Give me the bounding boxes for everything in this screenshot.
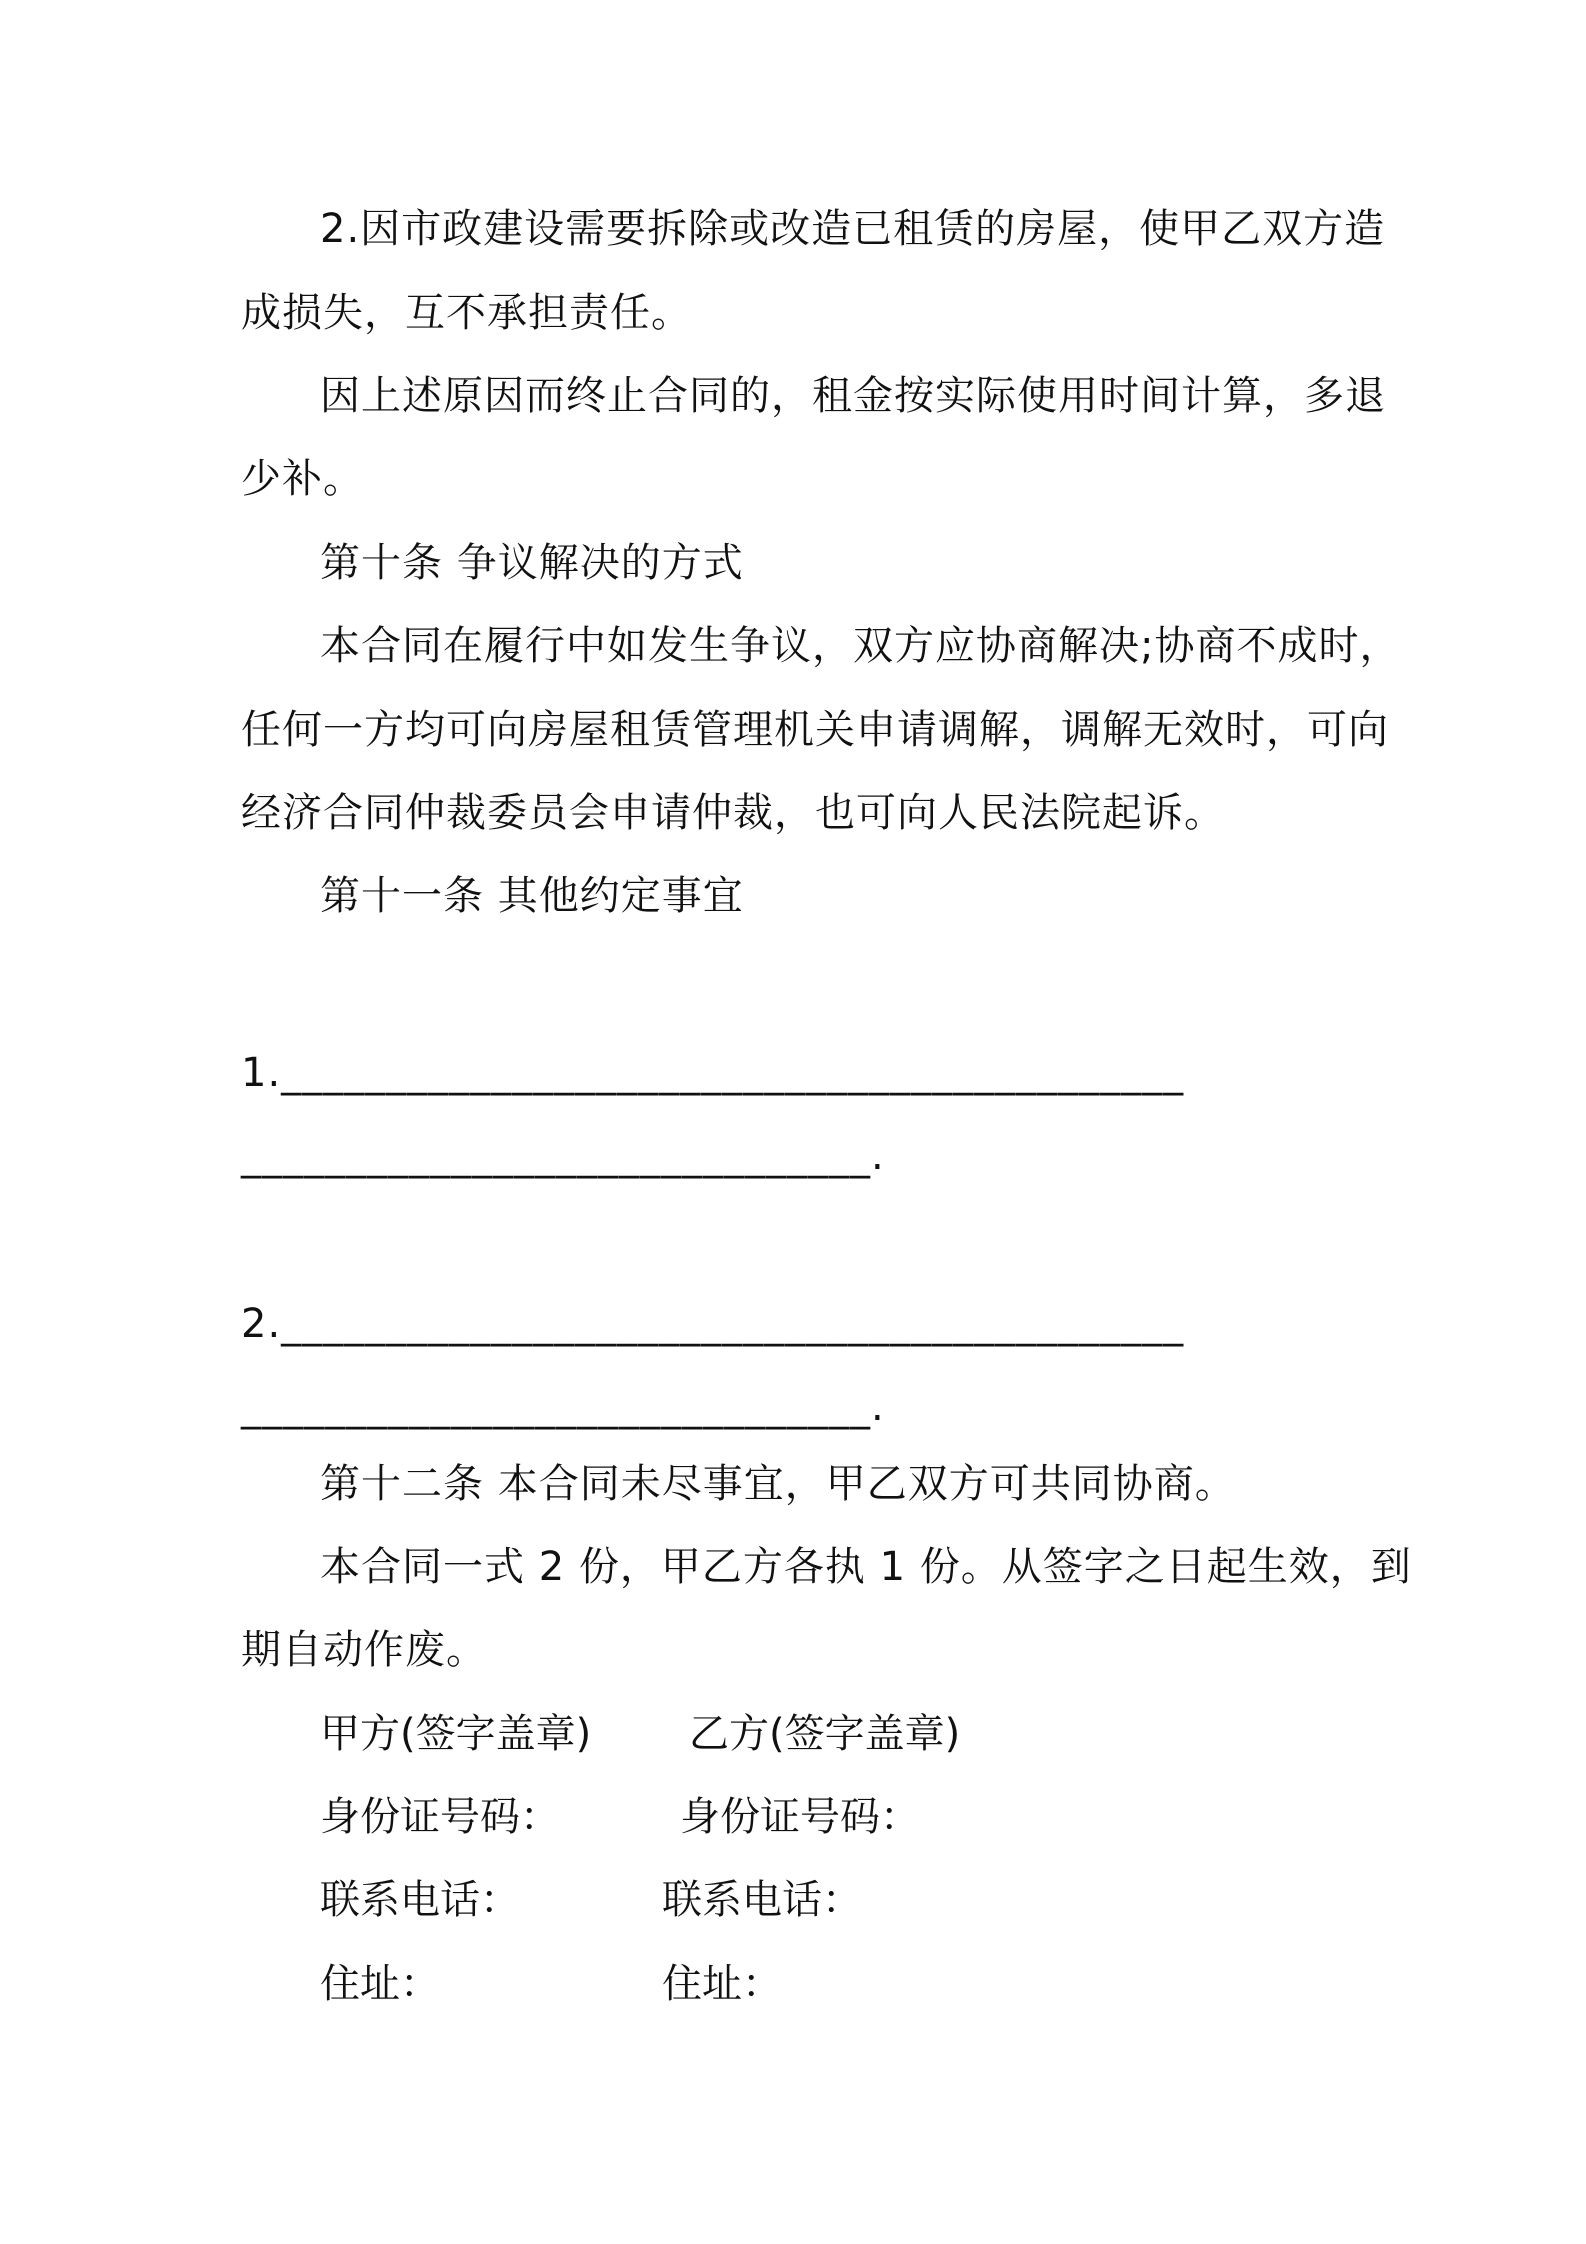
party-b-signature-label: 乙方(签字盖章): [689, 1711, 961, 1757]
clause10-line1: 本合同在履行中如发生争议，双方应协商解决;协商不成时，: [320, 623, 1401, 669]
clause10-heading: 第十条 争议解决的方式: [320, 540, 744, 586]
clause11-item2-line2: ______________________________.: [241, 1384, 885, 1430]
clause9-termination-line2: 少补。: [241, 456, 364, 502]
clause12-line1: 本合同一式 2 份，甲乙方各执 1 份。从签字之日起生效，到: [320, 1544, 1412, 1590]
party-a-address-label: 住址：: [320, 1961, 440, 2007]
clause9-item2-line1: 2.因市政建设需要拆除或改造已租赁的房屋，使甲乙双方造: [320, 206, 1386, 252]
clause12-heading: 第十二条 本合同未尽事宜，甲乙双方可共同协商。: [320, 1461, 1236, 1507]
clause11-item1-line1: 1.___________________________________________: [241, 1050, 1185, 1096]
clause11-item1-line2: ______________________________.: [241, 1133, 885, 1179]
clause10-line2: 任何一方均可向房屋租赁管理机关申请调解，调解无效时，可向: [241, 707, 1389, 753]
party-b-phone-label: 联系电话：: [662, 1877, 862, 1923]
party-b-id-label: 身份证号码：: [680, 1794, 920, 1840]
clause11-heading: 第十一条 其他约定事宜: [320, 873, 744, 919]
party-a-id-label: 身份证号码：: [320, 1794, 560, 1840]
clause10-line3: 经济合同仲裁委员会申请仲裁，也可向人民法院起诉。: [241, 790, 1225, 836]
party-b-address-label: 住址：: [662, 1961, 782, 2007]
party-a-signature-label: 甲方(签字盖章): [320, 1711, 592, 1757]
party-a-phone-label: 联系电话：: [320, 1877, 520, 1923]
clause11-item2-line1: 2.___________________________________________: [241, 1301, 1185, 1347]
clause9-item2-line2: 成损失，互不承担责任。: [241, 290, 692, 336]
clause12-line2: 期自动作废。: [241, 1627, 487, 1673]
clause9-termination-line1: 因上述原因而终止合同的，租金按实际使用时间计算，多退: [320, 373, 1386, 419]
